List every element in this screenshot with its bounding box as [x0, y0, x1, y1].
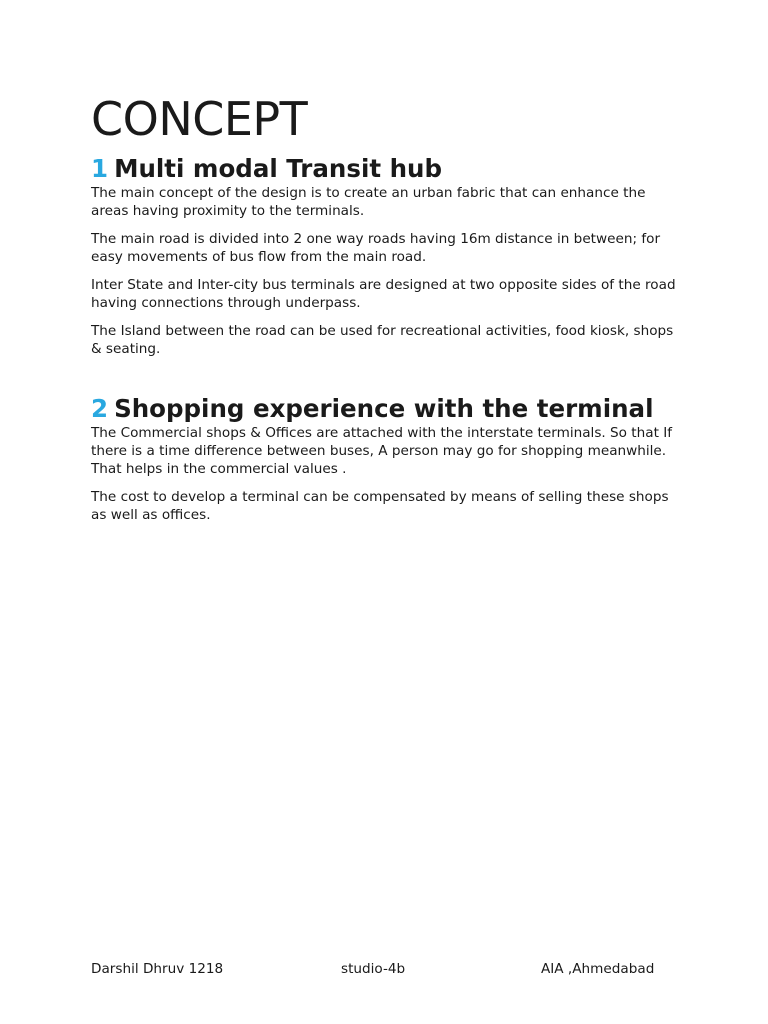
paragraph: The Commercial shops & Offices are attached with the interstate terminals. So that If there is a time difference between buses, A person may go for shopping meanwhile. That helps in the commercial values .: [91, 425, 673, 477]
section-heading: [91, 394, 691, 424]
paragraph: The main concept of the design is to create an urban fabric that can enhance the areas having proximity to the terminals.: [91, 185, 646, 219]
section-title: Shopping experience with the terminal: [114, 394, 654, 423]
paragraph: The cost to develop a terminal can be compensated by means of selling these shops as well as offices.: [91, 489, 669, 523]
section-number: 2: [91, 394, 109, 423]
section-number: 1: [91, 154, 109, 183]
document-page: [91, 92, 691, 534]
paragraph: The main road is divided into 2 one way roads having 16m distance in between; for easy movements of bus flow from the main road.: [91, 231, 661, 265]
paragraph: Inter State and Inter-city bus terminals are designed at two opposite sides of the road having connections through underpass.: [91, 277, 676, 311]
section-title: Multi modal Transit hub: [114, 154, 443, 183]
footer-studio: studio-4b: [341, 961, 406, 977]
page-title: CONCEPT: [91, 92, 308, 146]
section-heading: [91, 154, 691, 184]
section-shopping-experience: [91, 394, 691, 524]
footer-author: Darshil Dhruv 1218: [91, 961, 224, 977]
footer-institution: AIA ,Ahmedabad: [541, 961, 655, 977]
section-multimodal-transit-hub: [91, 154, 691, 358]
paragraph: The Island between the road can be used for recreational activities, food kiosk, shops & seating.: [91, 323, 674, 357]
